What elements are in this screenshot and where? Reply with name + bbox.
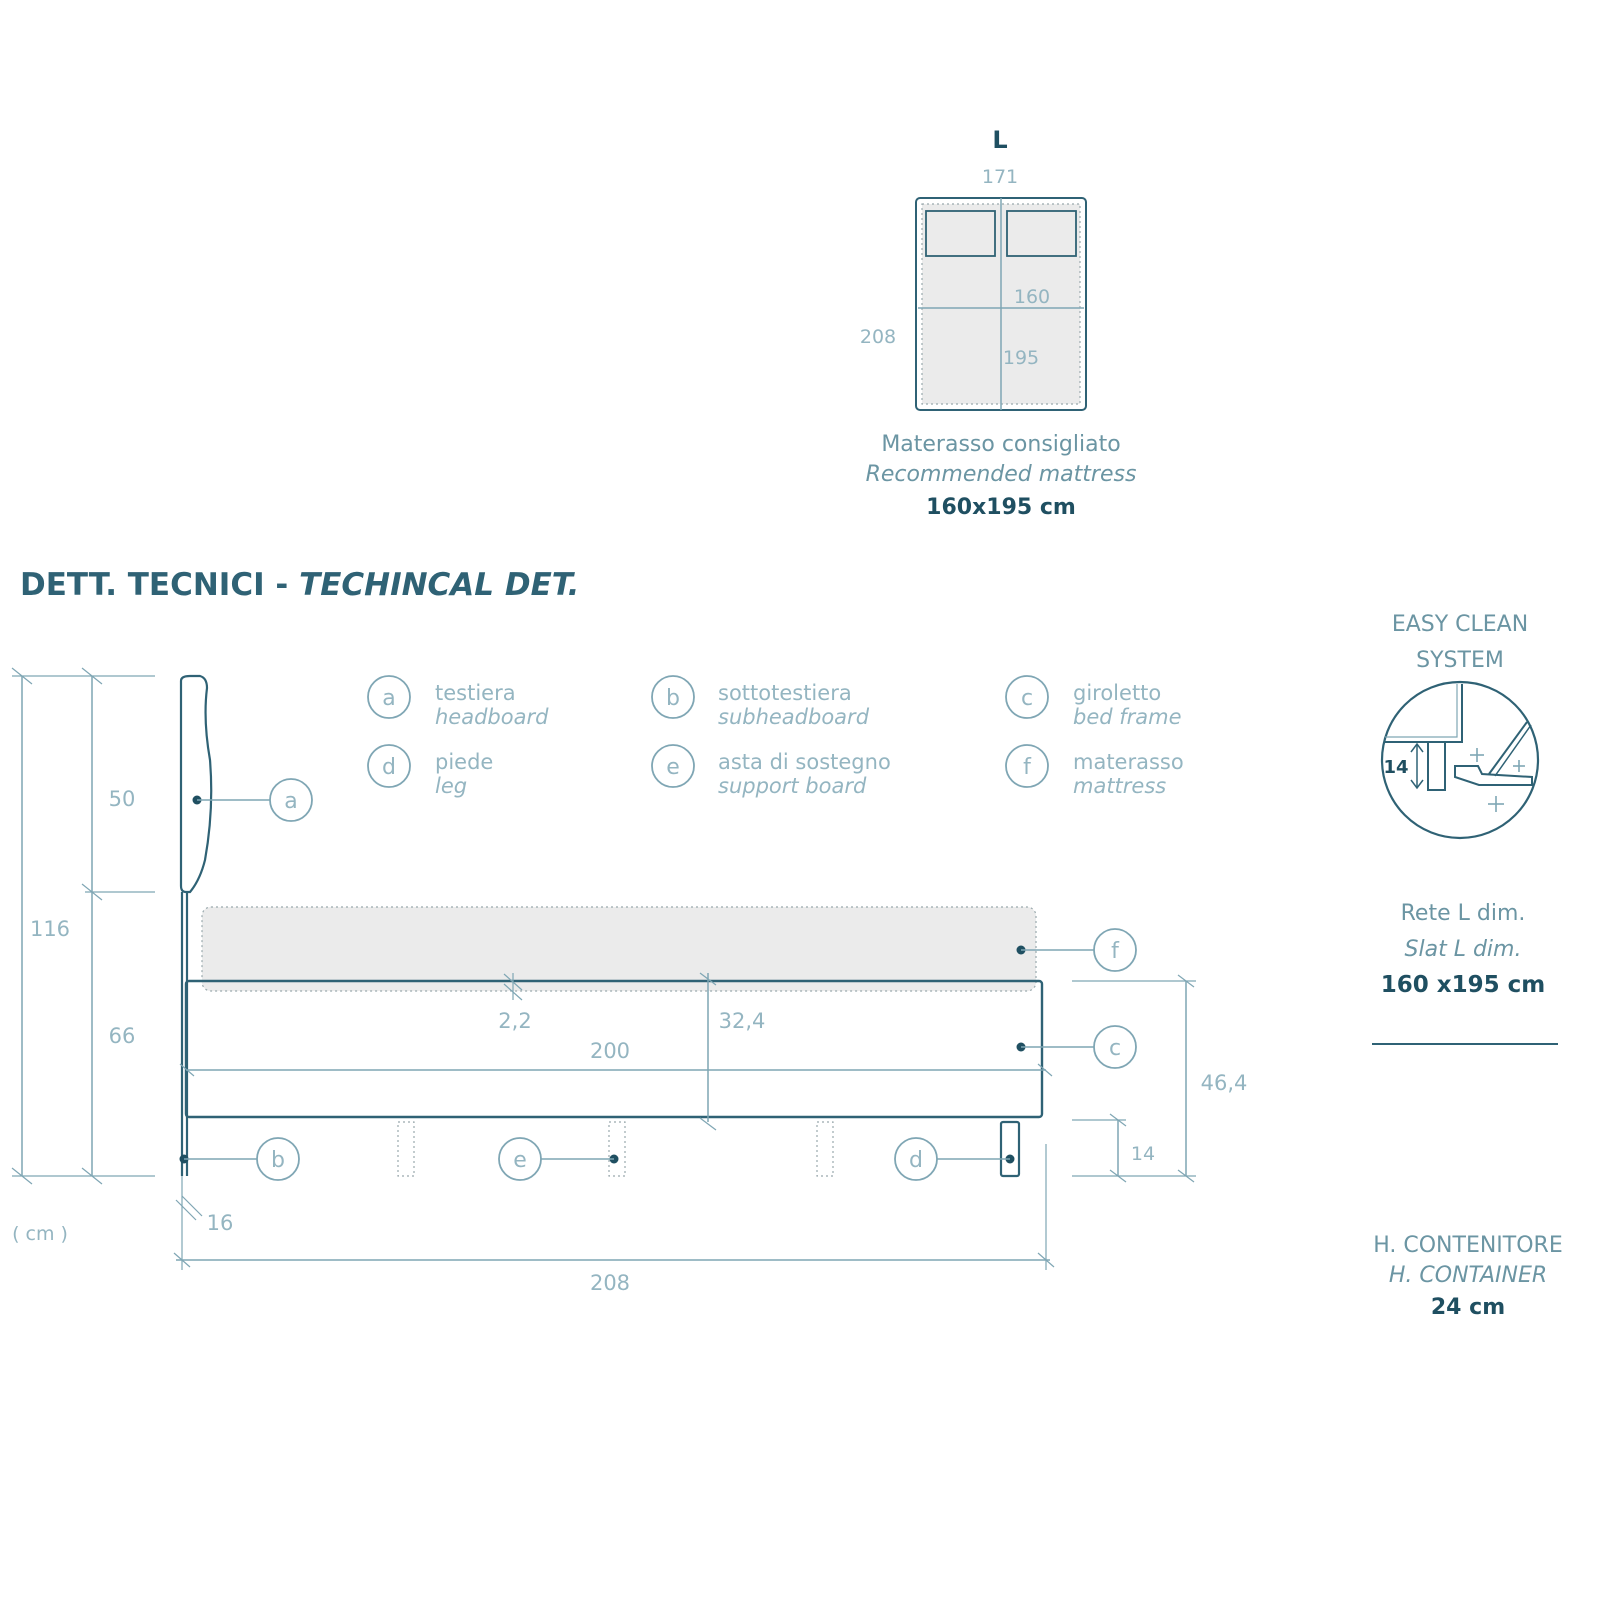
slat-info xyxy=(1372,901,1558,1044)
svg-text:c: c xyxy=(1108,1036,1122,1061)
frame-height-label: 32,4 xyxy=(718,1009,766,1033)
legend-item-f xyxy=(1006,745,1184,798)
headboard-thickness-label: 2,2 xyxy=(498,1009,532,1033)
legend-a-en: headboard xyxy=(435,705,549,729)
support-board-3 xyxy=(817,1122,833,1176)
legend-item-b xyxy=(652,676,870,729)
top-inner-length-label: 195 xyxy=(1002,347,1040,369)
top-length-label: 208 xyxy=(859,326,897,348)
top-width-label: 171 xyxy=(981,166,1019,188)
top-inner-width-label: 160 xyxy=(1013,286,1051,308)
easy-clean-title-2: SYSTEM xyxy=(1416,648,1504,673)
legend-e-it: asta di sostegno xyxy=(718,750,891,774)
legend-item-a xyxy=(368,676,549,729)
sparkle-icon xyxy=(1470,748,1525,812)
legend-e-en: support board xyxy=(718,774,867,798)
legend-item-c xyxy=(1006,676,1182,729)
lower-height-label: 66 xyxy=(108,1024,136,1048)
mattress-caption-en: Recommended mattress xyxy=(865,462,1137,487)
slat-en: Slat L dim. xyxy=(1404,937,1522,962)
container-en: H. CONTAINER xyxy=(1388,1263,1548,1288)
inner-length-label: 200 xyxy=(589,1039,631,1063)
svg-text:c: c xyxy=(1020,686,1034,711)
legend-f-it: materasso xyxy=(1073,750,1184,774)
svg-text:b: b xyxy=(271,1148,285,1173)
side-view xyxy=(12,668,1247,1295)
svg-text:f: f xyxy=(1023,755,1031,780)
legend-a-it: testiera xyxy=(435,681,516,705)
headboard xyxy=(181,676,211,892)
section-title-en: TECHINCAL DET. xyxy=(299,567,580,603)
section-title xyxy=(20,567,579,603)
top-view xyxy=(860,126,1137,520)
mattress-caption-size: 160x195 cm xyxy=(926,495,1076,520)
legend-c-it: giroletto xyxy=(1073,681,1162,705)
headboard-depth-label: 16 xyxy=(206,1211,234,1235)
legend-item-d xyxy=(368,745,493,798)
legend-d-it: piede xyxy=(435,750,494,774)
svg-text:a: a xyxy=(284,789,298,814)
container-info xyxy=(1373,1233,1563,1320)
svg-text:d: d xyxy=(382,755,396,780)
svg-text:d: d xyxy=(909,1148,923,1173)
svg-text:e: e xyxy=(666,755,680,780)
support-board-2 xyxy=(609,1122,625,1176)
svg-text:f: f xyxy=(1111,939,1119,964)
mattress-caption-it: Materasso consigliato xyxy=(881,432,1121,457)
svg-text:e: e xyxy=(513,1148,527,1173)
slat-it: Rete L dim. xyxy=(1400,901,1526,926)
leg-height-label: 14 xyxy=(1130,1143,1156,1165)
mattress-side xyxy=(202,907,1036,991)
legend-f-en: mattress xyxy=(1073,774,1167,798)
easy-clean-title-1: EASY CLEAN xyxy=(1391,612,1529,637)
svg-text:a: a xyxy=(382,686,396,711)
legend-d-en: leg xyxy=(435,774,468,798)
container-size: 24 cm xyxy=(1430,1295,1506,1320)
svg-text:b: b xyxy=(666,686,680,711)
easy-clean-leg xyxy=(1428,742,1445,790)
total-length-label: 208 xyxy=(589,1271,631,1295)
bed-height-label: 46,4 xyxy=(1200,1071,1248,1095)
section-title-it: DETT. TECNICI - xyxy=(20,567,300,603)
support-board-1 xyxy=(398,1122,414,1176)
legend-b-en: subheadboard xyxy=(718,705,870,729)
legend xyxy=(368,676,1184,798)
slat-size: 160 x195 cm xyxy=(1380,972,1546,998)
bed-leg xyxy=(1001,1122,1019,1176)
legend-b-it: sottotestiera xyxy=(718,681,852,705)
size-letter: L xyxy=(992,126,1008,154)
easy-clean-clearance: 14 xyxy=(1383,757,1409,778)
headboard-height-label: 50 xyxy=(108,787,136,811)
legend-c-en: bed frame xyxy=(1073,705,1182,729)
easy-clean-panel xyxy=(1382,612,1538,838)
container-it: H. CONTENITORE xyxy=(1373,1233,1563,1258)
unit-label: ( cm ) xyxy=(12,1223,68,1245)
legend-item-e xyxy=(652,745,891,798)
total-height-label: 116 xyxy=(29,917,71,941)
